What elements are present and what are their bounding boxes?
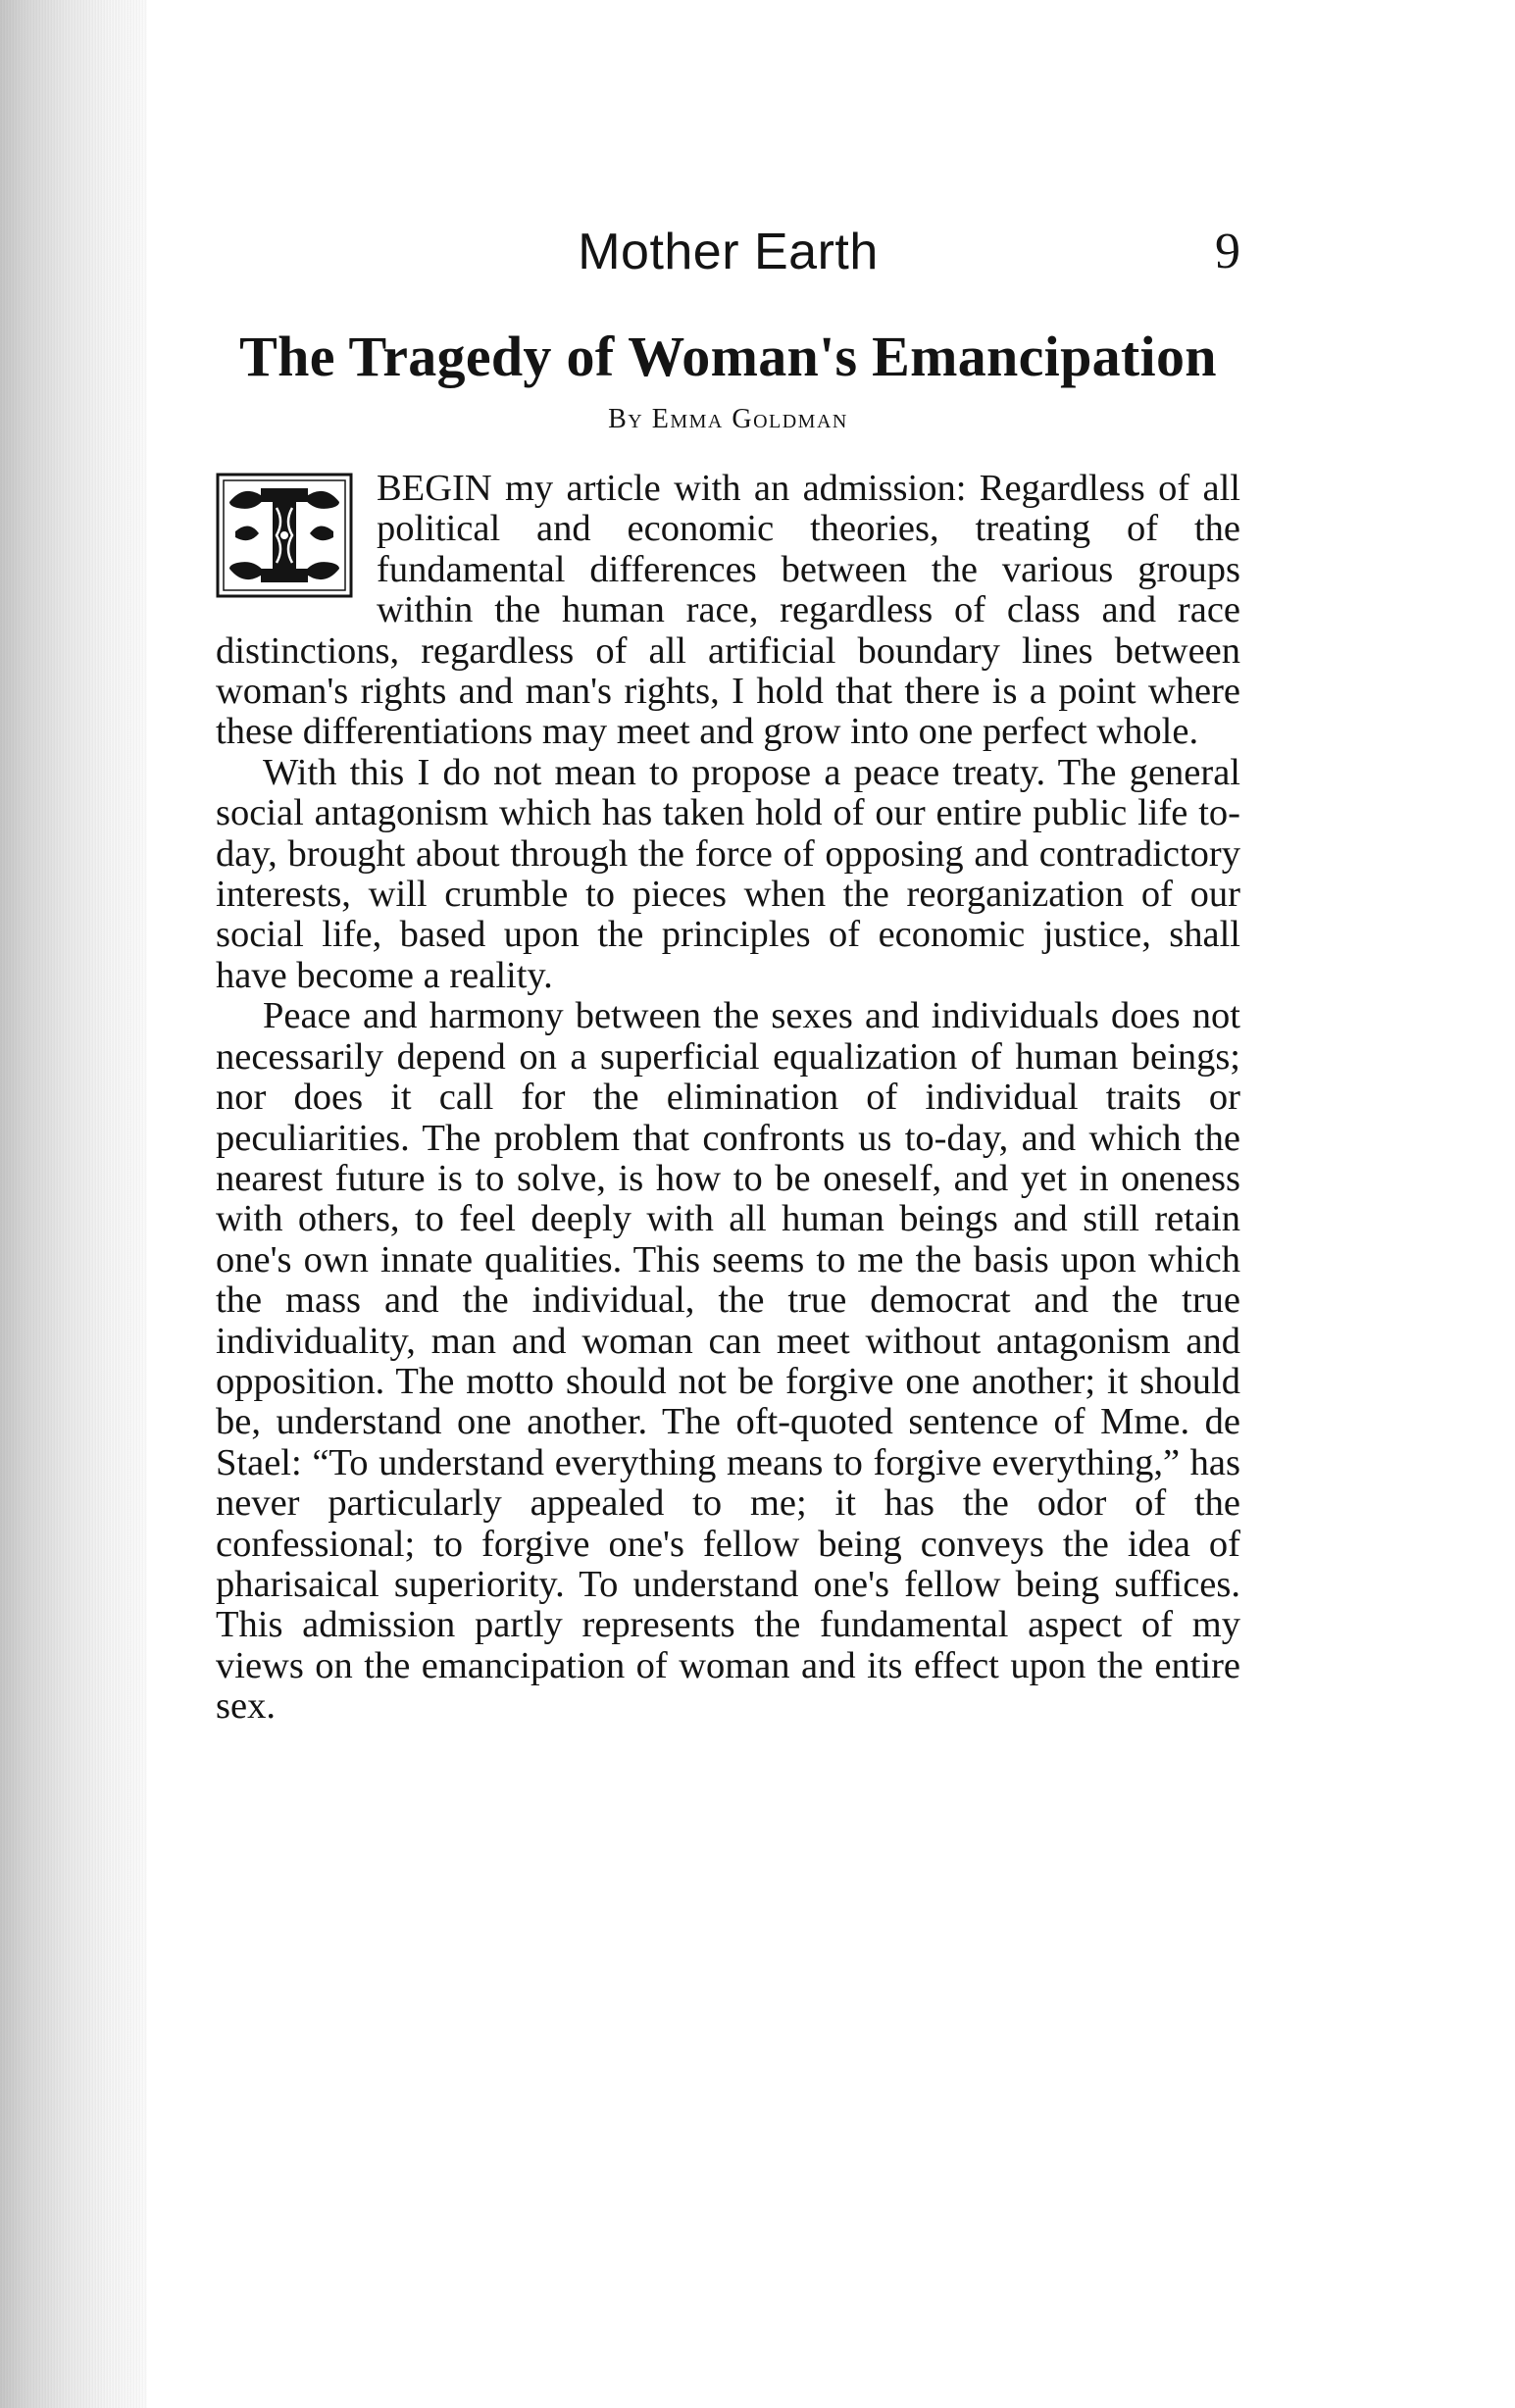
paragraph-2: With this I do not mean to propose a peace treaty. The general social antagonism which has taken hold of our entire public life to-day, brought about through the force of opposing and contradictory interests, will crumble to pieces when the reorganization of our social life, based upon the principles of economic justice, shall have become a reality. — [216, 751, 1240, 996]
paragraph-1-text: BEGIN my article with an admission: Regardless of all political and economic theories, treating of the fundamental differences between the various groups within the human race, regardless of class and race distinctions, regardless of all artificial boundary lines between woman's rights and man's rights, I hold that there is a point where these differentiations may meet and grow into one perfect whole. — [216, 468, 1240, 753]
drop-cap-ornament — [216, 473, 353, 598]
ornamental-initial-i-icon — [216, 473, 353, 598]
paragraph-1 — [216, 469, 1240, 753]
book-page — [216, 0, 1240, 2408]
running-head — [216, 218, 1240, 286]
article-title: The Tragedy of Woman's Emancipation — [239, 325, 1217, 388]
article-body — [216, 469, 1240, 1728]
scan-edge-shading — [0, 0, 147, 2408]
page-number: 9 — [1215, 224, 1240, 279]
paragraph-3: Peace and harmony between the sexes and individuals does not necessarily depend on a superficial equalization of human beings; nor does it call for the elimination of individual traits or peculiarities. The problem that confronts us to-day, and which the nearest future is to solve, is how to be oneself, and yet in oneness with others, to feel deeply with all human beings and still retain one's own innate qualities. This seems to me the basis upon which the mass and the individual, the true democrat and the true individuality, man and woman can meet without antagonism and opposition. The motto should not be forgive one another; it should be, understand one another. The oft-quoted sentence of Mme. de Stael: “To understand everything means to forgive everything,” has never particularly appealed to me; it has the odor of the confessional; to forgive one's fellow being conveys the idea of pharisaical superiority. To understand one's fellow being suffices. This admission partly represents the fundamental aspect of my views on the emancipation of woman and its effect upon the entire sex. — [216, 995, 1240, 1728]
byline: By Emma Goldman — [608, 404, 848, 434]
journal-title: Mother Earth — [578, 224, 879, 280]
